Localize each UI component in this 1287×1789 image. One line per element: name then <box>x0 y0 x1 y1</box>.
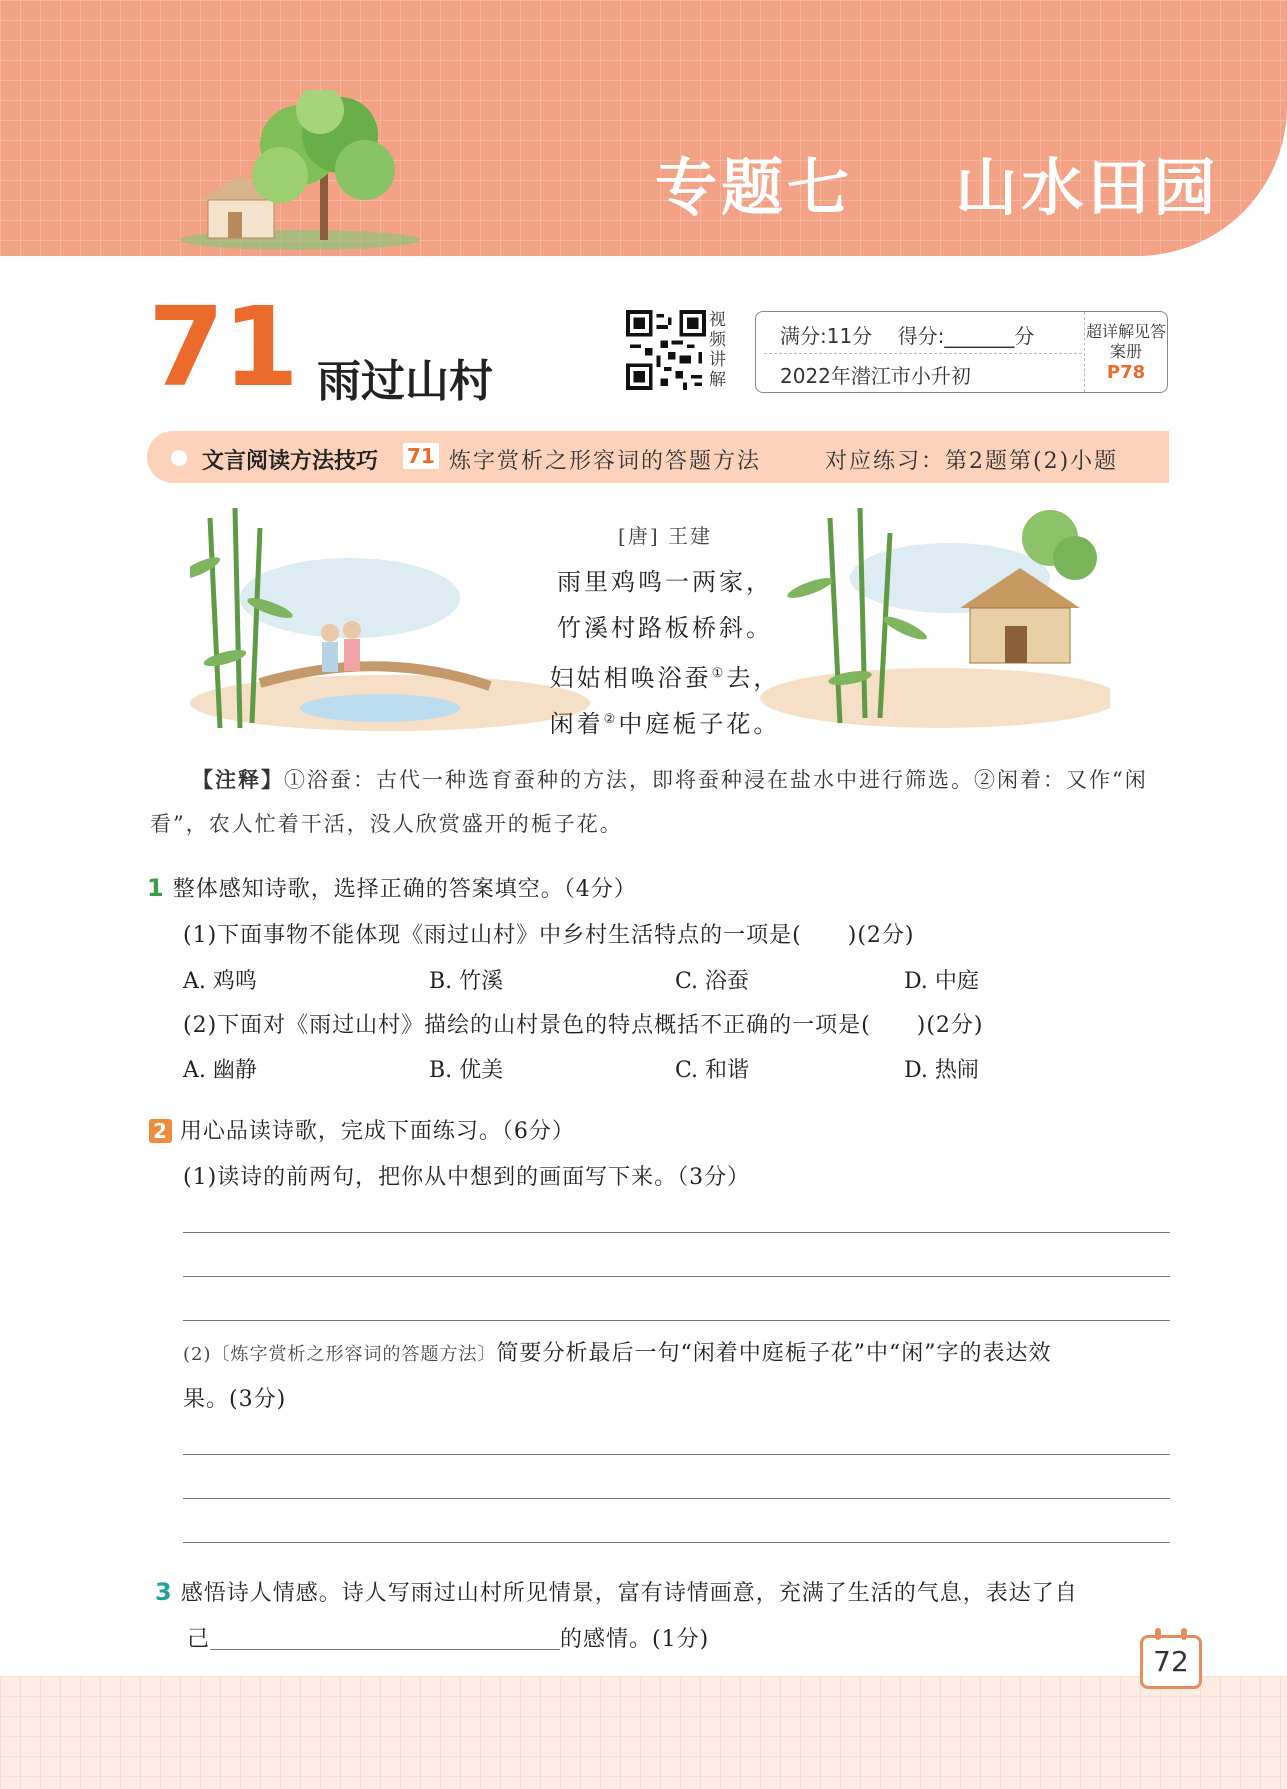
lesson-title: 雨过山村 <box>317 356 493 407</box>
technique-number: 71 <box>403 443 439 469</box>
answer-ref-label: 超详解见答案册 <box>1085 322 1166 361</box>
technique-practice: 对应练习：第2题第(2)小题 <box>825 449 1119 474</box>
notes-label: 【注释】 <box>192 768 284 792</box>
technique-topic: 炼字赏析之形容词的答题方法 <box>449 449 762 474</box>
technique-label: 文言阅读方法技巧 <box>202 449 379 474</box>
question-3 <box>155 1576 1175 1607</box>
question-number: 2 <box>149 1119 172 1143</box>
answer-line[interactable] <box>183 1276 1170 1277</box>
question-1-sub-2: (2)下面对《雨过山村》描绘的山村景色的特点概括不正确的一项是( )(2分) <box>183 1013 984 1038</box>
bullet-icon <box>171 450 187 466</box>
option-c[interactable]: C. 浴蚕 <box>675 969 750 994</box>
footer-band <box>0 1676 1287 1789</box>
topic-title: 专题七 山水田园 <box>655 151 1220 224</box>
question-number: 1 <box>147 874 165 902</box>
poem-line-text: 中庭栀子花。 <box>618 710 781 738</box>
technique-bar <box>147 431 1169 483</box>
answer-ref-page: P78 <box>1106 362 1146 383</box>
option-d[interactable]: D. 热闹 <box>904 1058 979 1083</box>
option-a[interactable]: A. 幽静 <box>183 1058 257 1083</box>
page-number: 72 <box>1140 1635 1202 1689</box>
question-1 <box>147 872 637 903</box>
answer-line[interactable] <box>183 1320 1170 1321</box>
score-line: 满分:11分 得分:_______分 <box>780 324 1035 348</box>
option-d[interactable]: D. 中庭 <box>904 969 979 994</box>
poem-line-text: 去， <box>726 664 781 692</box>
question-2-sub-2-tail: 果。(3分) <box>183 1387 287 1412</box>
poem-line <box>540 703 790 749</box>
header-band <box>0 0 1287 256</box>
poem-line <box>540 657 790 703</box>
option-b[interactable]: B. 优美 <box>429 1058 504 1083</box>
option-b[interactable]: B. 竹溪 <box>429 969 504 994</box>
poem-author: [唐] 王建 <box>618 524 712 548</box>
answer-reference[interactable] <box>1084 312 1167 392</box>
question-prompt: 感悟诗人情感。诗人写雨过山村所见情景，富有诗情画意，充满了生活的气息，表达了自 <box>180 1581 1078 1606</box>
question-text: 己 <box>187 1627 211 1652</box>
poem-line-text: 闲着 <box>549 710 604 738</box>
score-box <box>755 311 1168 393</box>
note-marker: ① <box>711 666 727 681</box>
qr-code-icon[interactable] <box>626 310 706 390</box>
question-number: 3 <box>155 1578 173 1606</box>
question-2 <box>149 1114 575 1145</box>
question-2-sub-1: (1)读诗的前两句，把你从中想到的画面写下来。（3分） <box>183 1165 751 1190</box>
question-2-sub-2 <box>183 1336 1173 1367</box>
answer-line[interactable] <box>183 1232 1170 1233</box>
question-prompt: 整体感知诗歌，选择正确的答案填空。（4分） <box>172 877 637 902</box>
poem-line-text: 妇姑相唤浴蚕 <box>549 664 712 692</box>
option-c[interactable]: C. 和谐 <box>675 1058 750 1083</box>
technique-tag: (2)〔炼字赏析之形容词的答题方法〕 <box>183 1344 497 1365</box>
poem <box>540 520 790 749</box>
score-source: 2022年潜江市小升初 <box>780 364 971 388</box>
poem-line: 雨里鸡鸣一两家， <box>557 568 773 596</box>
fill-blank[interactable] <box>210 1627 560 1650</box>
score-divider <box>764 353 1082 354</box>
option-a[interactable]: A. 鸡鸣 <box>183 969 257 994</box>
answer-line[interactable] <box>183 1498 1170 1499</box>
answer-line[interactable] <box>183 1454 1170 1455</box>
question-text: 的感情。(1分) <box>560 1627 710 1652</box>
lesson-number: 71 <box>148 283 298 411</box>
question-text: 简要分析最后一句“闲着中庭栀子花”中“闲”字的表达效 <box>496 1341 1052 1366</box>
question-1-sub-1: (1)下面事物不能体现《雨过山村》中乡村生活特点的一项是( )(2分) <box>183 923 915 948</box>
poem-line: 竹溪村路板桥斜。 <box>557 614 773 642</box>
note-marker: ② <box>603 712 619 727</box>
notes-text: ①浴蚕：古代一种选育蚕种的方法，即将蚕种浸在盐水中进行筛选。②闲着：又作“闲看”，农人忙着干活，没人欣赏盛开的栀子花。 <box>150 768 1148 836</box>
question-3-tail <box>187 1622 709 1653</box>
qr-caption: 视频讲解 <box>709 310 726 390</box>
answer-line[interactable] <box>183 1542 1170 1543</box>
question-prompt: 用心品读诗歌，完成下面练习。（6分） <box>179 1119 575 1144</box>
annotation-notes <box>150 758 1170 846</box>
cottage-tree-illustration <box>170 90 430 250</box>
